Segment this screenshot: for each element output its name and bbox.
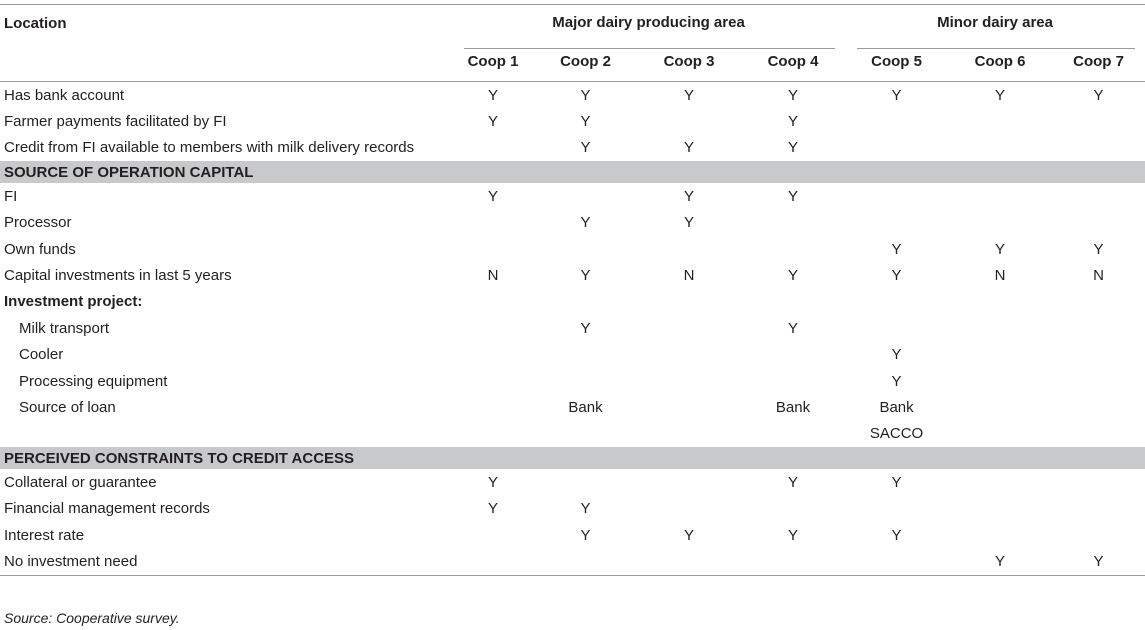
cell-coop-6 (948, 394, 1052, 420)
table-row (0, 421, 1145, 447)
table-row (0, 82, 1145, 109)
section-header-row (0, 447, 1145, 469)
cell-coop-3 (637, 315, 741, 341)
cell-coop-3 (637, 548, 741, 575)
major-area-underline (464, 48, 835, 49)
cell-coop-5 (845, 315, 948, 341)
row-label: Processor (4, 214, 72, 232)
cell-coop-6 (948, 421, 1052, 447)
row-label: Credit from FI available to members with milk delivery records (4, 139, 415, 157)
table-row (0, 495, 1145, 521)
cell-coop-4 (741, 289, 845, 315)
cell-coop-1 (452, 368, 534, 394)
cell-coop-1 (452, 522, 534, 548)
cell-coop-4 (741, 342, 845, 368)
cell-coop-4: Y (788, 113, 799, 131)
coop-4-header: Coop 4 (741, 41, 845, 82)
cell-coop-4: Y (788, 187, 799, 205)
cell-coop-3 (637, 108, 741, 134)
cell-coop-7 (1052, 469, 1145, 495)
cooperative-table (0, 4, 1145, 576)
cell-coop-6: N (994, 267, 1006, 285)
cell-coop-3 (637, 342, 741, 368)
cell-coop-4: Y (788, 473, 799, 491)
coop-1-header: Coop 1 (452, 41, 534, 82)
table-row (0, 315, 1145, 341)
location-header: Location (0, 5, 452, 42)
cell-coop-6 (948, 315, 1052, 341)
cell-coop-1 (452, 236, 534, 262)
coop-2-header: Coop 2 (534, 41, 637, 82)
cell-coop-7: N (1093, 267, 1104, 285)
table-row (0, 289, 1145, 315)
cell-coop-5 (845, 289, 948, 315)
cell-coop-7 (1052, 368, 1145, 394)
minor-area-label: Minor dairy area (937, 14, 1053, 31)
row-label: Milk transport (19, 319, 110, 337)
cell-coop-3: Y (683, 86, 694, 104)
cell-coop-6 (948, 342, 1052, 368)
cell-coop-3 (637, 421, 741, 447)
row-label: Source of loan (19, 398, 116, 416)
cell-coop-2: Bank (568, 398, 603, 416)
cell-coop-4 (741, 548, 845, 575)
cell-coop-6 (948, 469, 1052, 495)
cell-coop-6: Y (948, 548, 1052, 575)
cell-coop-6 (948, 495, 1052, 521)
section-title: PERCEIVED CONSTRAINTS TO CREDIT ACCESS (0, 447, 1145, 469)
major-area-header (452, 5, 845, 42)
cell-coop-2: Y (580, 86, 591, 104)
cell-coop-4 (741, 368, 845, 394)
cell-coop-1 (452, 342, 534, 368)
row-label (0, 421, 452, 447)
cell-coop-5: Y (891, 267, 902, 285)
cell-coop-3: Y (683, 187, 694, 205)
row-label: No investment need (0, 548, 452, 575)
table-row (0, 548, 1145, 575)
cell-coop-2 (534, 289, 637, 315)
cell-coop-3: Y (683, 526, 694, 544)
cell-coop-1: Y (487, 86, 498, 104)
cell-coop-7 (1052, 210, 1145, 236)
row-label: Investment project: (4, 293, 143, 311)
table-row (0, 469, 1145, 495)
cell-coop-1: Y (487, 187, 498, 205)
cell-coop-3 (637, 495, 741, 521)
cell-coop-7 (1052, 421, 1145, 447)
cell-coop-2: Y (580, 526, 591, 544)
cell-coop-4: Y (788, 319, 799, 337)
cell-coop-7 (1052, 183, 1145, 209)
table-row (0, 236, 1145, 262)
cell-coop-6 (948, 210, 1052, 236)
cell-coop-1 (452, 315, 534, 341)
cell-coop-7 (1052, 289, 1145, 315)
cell-coop-3: Y (683, 139, 694, 157)
cell-coop-1: Y (487, 500, 498, 518)
cell-coop-2: Y (580, 214, 591, 232)
section-title: SOURCE OF OPERATION CAPITAL (0, 161, 1145, 183)
cell-coop-5: Y (891, 346, 902, 364)
table-row (0, 135, 1145, 161)
row-label: Own funds (4, 240, 76, 258)
cell-coop-1 (452, 289, 534, 315)
table-row (0, 108, 1145, 134)
cell-coop-6 (948, 108, 1052, 134)
row-label: Financial management records (4, 500, 210, 518)
cell-coop-2: Y (580, 319, 591, 337)
cell-coop-3 (637, 368, 741, 394)
table-row (0, 210, 1145, 236)
cell-coop-5 (845, 210, 948, 236)
cell-coop-2 (534, 548, 637, 575)
cell-coop-6: Y (995, 240, 1006, 258)
cell-coop-7: Y (1052, 548, 1145, 575)
cell-coop-5: Y (891, 473, 902, 491)
cell-coop-6: Y (995, 86, 1006, 104)
cell-coop-1: N (487, 267, 499, 285)
cell-coop-1 (452, 394, 534, 420)
cell-coop-1: Y (487, 113, 498, 131)
row-label: Cooler (19, 346, 64, 364)
cell-coop-3: Y (683, 214, 694, 232)
cell-coop-3 (637, 289, 741, 315)
cell-coop-4: Y (788, 86, 799, 104)
cell-coop-5 (845, 183, 948, 209)
cell-coop-2 (534, 236, 637, 262)
cell-coop-1 (452, 548, 534, 575)
cell-coop-4 (741, 210, 845, 236)
cell-coop-4 (741, 495, 845, 521)
cell-coop-2 (534, 469, 637, 495)
row-label: Capital investments in last 5 years (4, 267, 232, 285)
cell-coop-2 (534, 183, 637, 209)
cell-coop-7 (1052, 342, 1145, 368)
table-row (0, 522, 1145, 548)
cell-coop-2: Y (580, 267, 591, 285)
row-label: FI (4, 187, 18, 205)
cell-coop-5 (845, 135, 948, 161)
major-area-label: Major dairy producing area (552, 14, 745, 31)
cell-coop-6 (948, 522, 1052, 548)
cell-coop-4 (741, 236, 845, 262)
cell-coop-5: Y (891, 526, 902, 544)
cell-coop-5 (845, 108, 948, 134)
cell-coop-1 (452, 210, 534, 236)
table-body (0, 82, 1145, 576)
row-label: Processing equipment (19, 372, 168, 390)
cell-coop-5: Y (891, 240, 902, 258)
cell-coop-4: Y (788, 267, 799, 285)
minor-area-underline (857, 48, 1135, 49)
cell-coop-5 (845, 548, 948, 575)
cell-coop-7: Y (1093, 86, 1104, 104)
cell-coop-7 (1052, 108, 1145, 134)
cell-coop-6 (948, 289, 1052, 315)
section-header-row (0, 161, 1145, 183)
cell-coop-4: Y (788, 139, 799, 157)
cell-coop-2 (534, 342, 637, 368)
row-label: Collateral or guarantee (4, 473, 157, 491)
cell-coop-3 (637, 394, 741, 420)
cell-coop-7 (1052, 315, 1145, 341)
table-row (0, 262, 1145, 288)
cell-coop-3: N (683, 267, 695, 285)
cell-coop-5: Y (891, 86, 902, 104)
row-label: Has bank account (4, 86, 125, 104)
cell-coop-2: Y (580, 113, 591, 131)
coop-7-header: Coop 7 (1052, 41, 1145, 82)
cell-coop-4 (741, 421, 845, 447)
coop-3-header: Coop 3 (637, 41, 741, 82)
cell-coop-2: Y (580, 139, 591, 157)
table-row (0, 394, 1145, 420)
cell-coop-5: Y (891, 372, 902, 390)
coop-5-header: Coop 5 (845, 41, 948, 82)
minor-area-header (845, 5, 1145, 42)
cell-coop-3 (637, 469, 741, 495)
cell-coop-7 (1052, 135, 1145, 161)
cell-coop-7 (1052, 522, 1145, 548)
coop-6-header: Coop 6 (948, 41, 1052, 82)
cell-coop-2: Y (580, 500, 591, 518)
cell-coop-7: Y (1093, 240, 1104, 258)
cell-coop-1 (452, 135, 534, 161)
cell-coop-1: Y (487, 473, 498, 491)
cell-coop-6 (948, 368, 1052, 394)
cell-coop-7 (1052, 495, 1145, 521)
cell-coop-6 (948, 135, 1052, 161)
cell-coop-2 (534, 421, 637, 447)
cell-coop-7 (1052, 394, 1145, 420)
cell-coop-1 (452, 421, 534, 447)
cell-coop-5 (845, 495, 948, 521)
empty-header-cell (0, 41, 452, 82)
cell-coop-2 (534, 368, 637, 394)
cell-coop-3 (637, 236, 741, 262)
cell-coop-5: SACCO (869, 425, 924, 443)
cell-coop-5: Bank (879, 398, 914, 416)
table-row (0, 368, 1145, 394)
row-label: Interest rate (4, 526, 85, 544)
table-row (0, 342, 1145, 368)
source-note: Source: Cooperative survey. (4, 610, 180, 626)
row-label: Farmer payments facilitated by FI (4, 113, 227, 131)
table-row (0, 183, 1145, 209)
cell-coop-4: Y (788, 526, 799, 544)
cell-coop-4: Bank (775, 398, 811, 416)
cell-coop-6 (948, 183, 1052, 209)
